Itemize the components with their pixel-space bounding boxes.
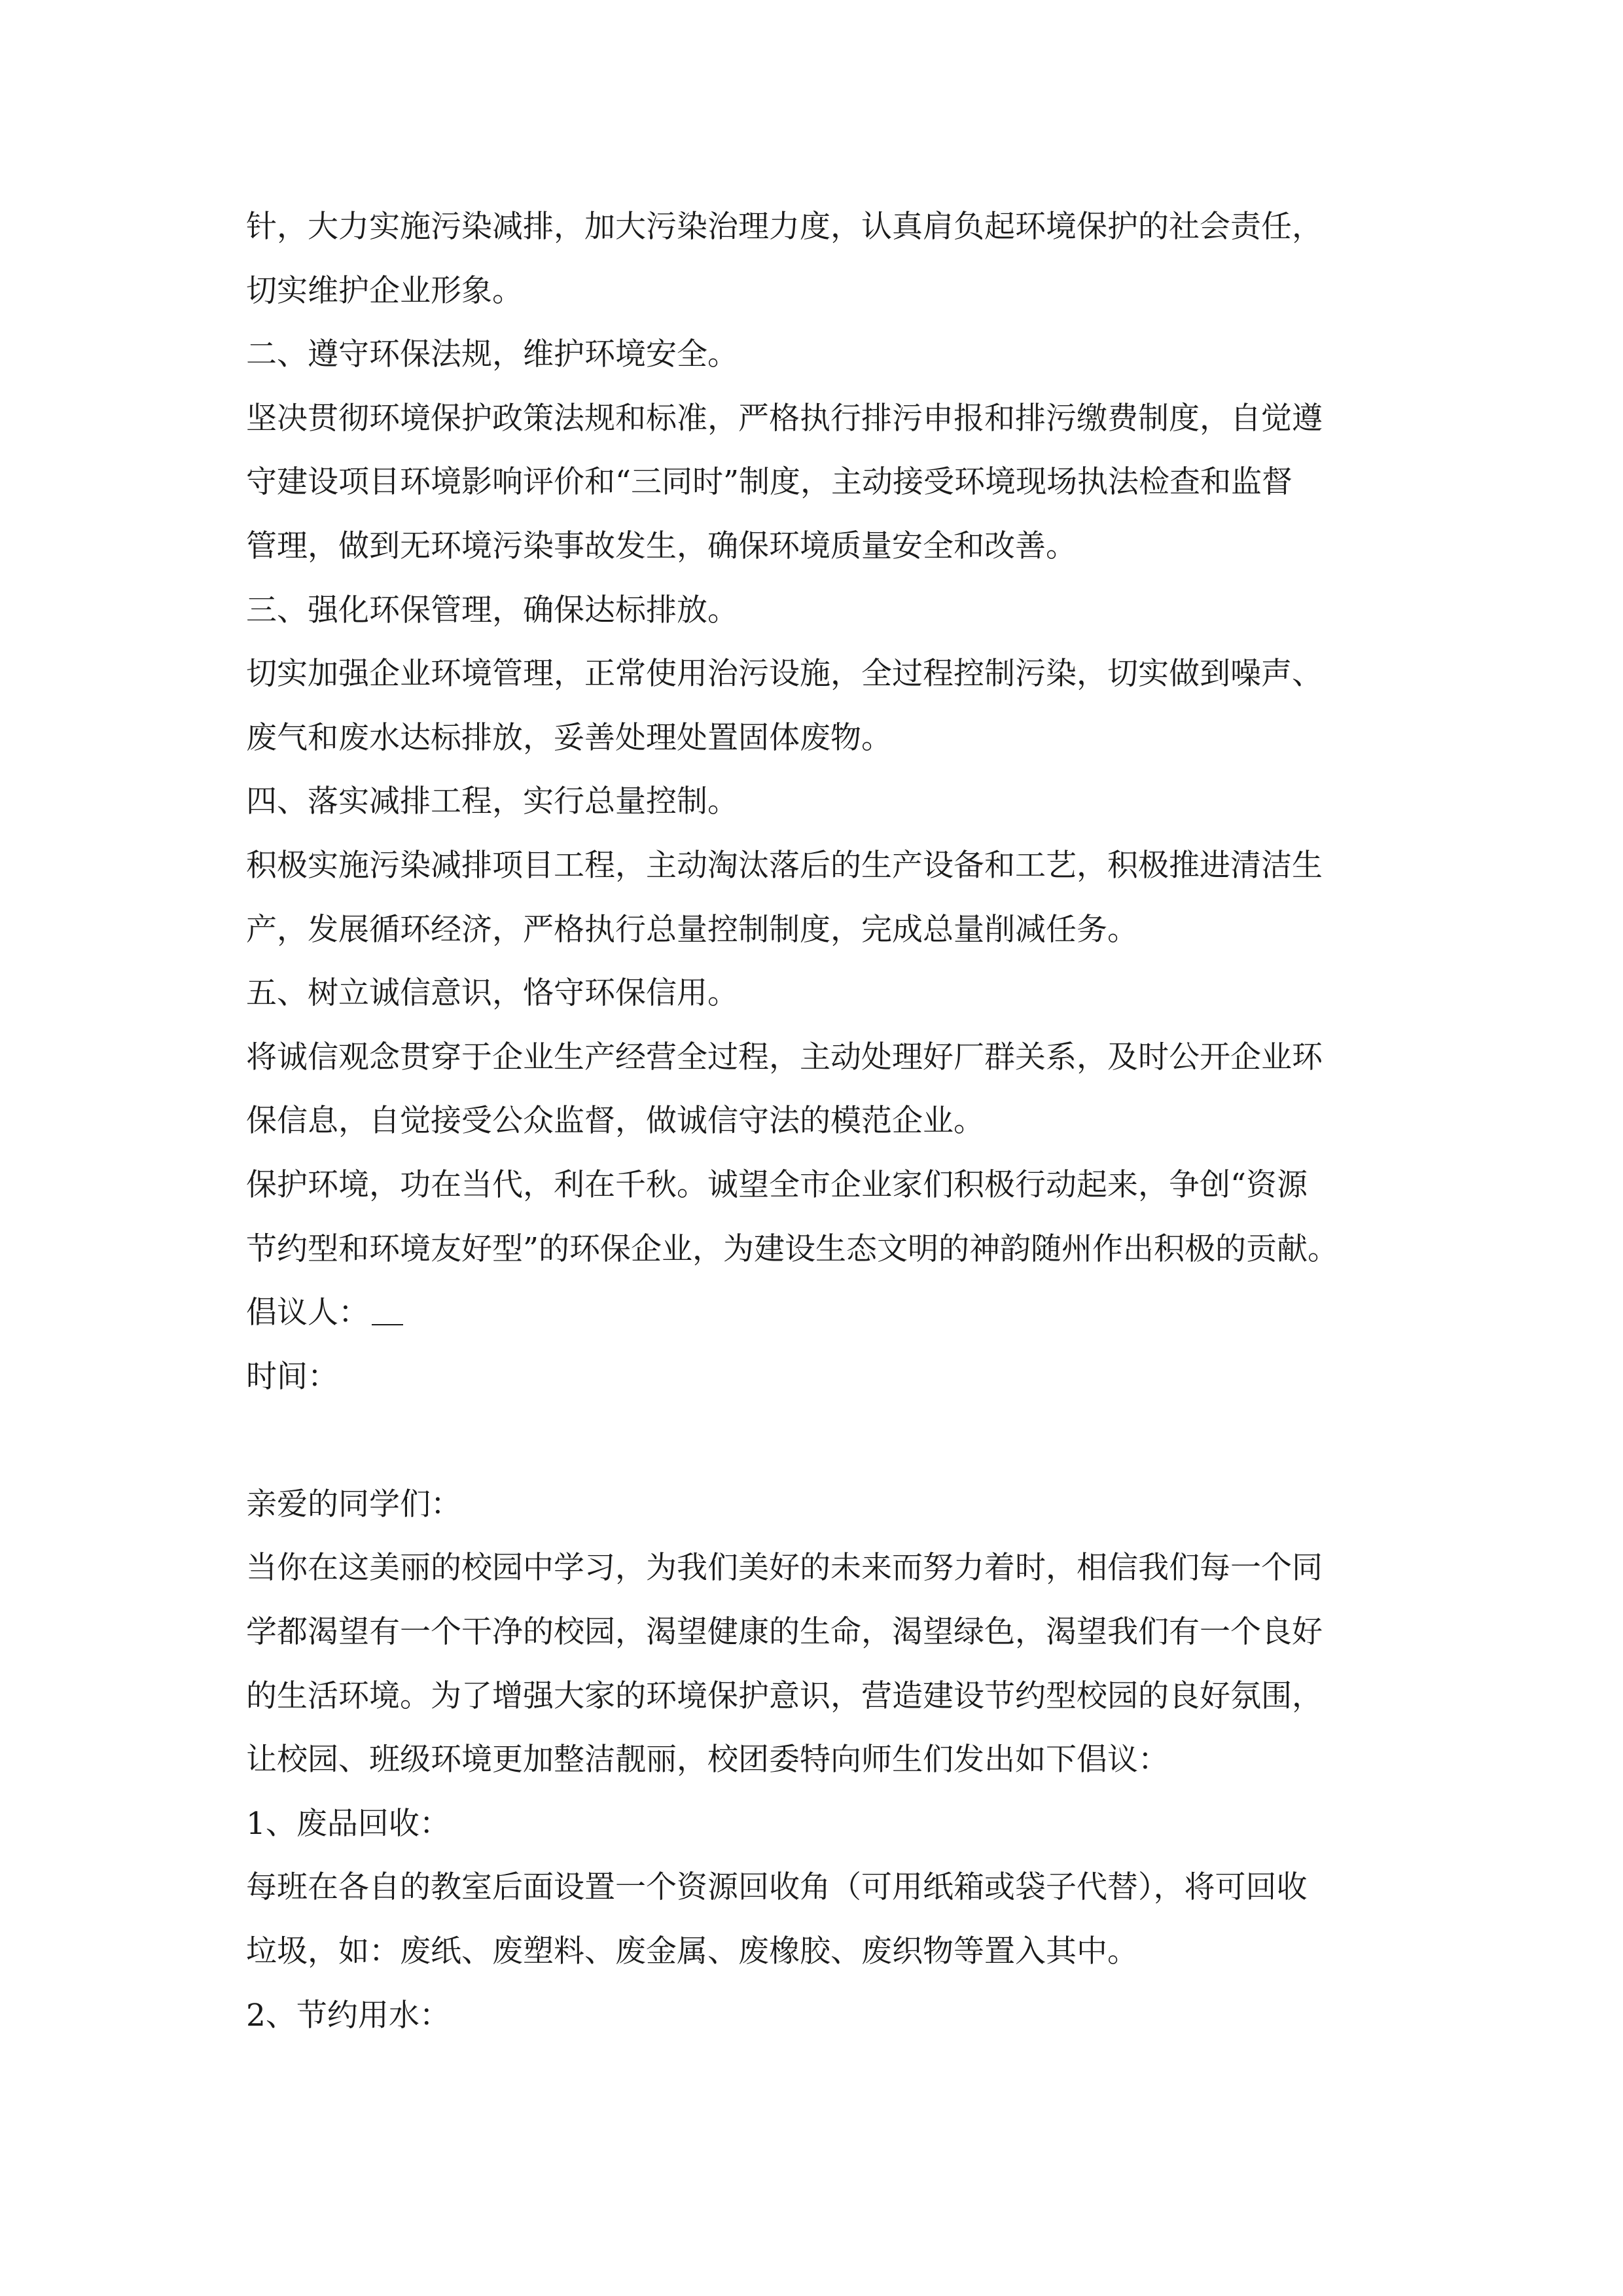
paragraph-line: 切实维护企业形象。: [246, 272, 523, 309]
paragraph-line: 当你在这美丽的校园中学习，为我们美好的未来而努力着时，相信我们每一个同: [246, 1550, 1323, 1587]
signature-line: [246, 1281, 1385, 1345]
blank-line: [246, 1408, 1385, 1473]
signature-blank: [372, 1324, 403, 1325]
paragraph-line: 守建设项目环境影响评价和“三同时”制度，主动接受环境现场执法检查和监督: [246, 464, 1293, 501]
paragraph-line: 切实加强企业环境管理，正常使用治污设施，全过程控制污染，切实做到噪声、: [246, 656, 1323, 692]
section-heading: 四、落实减排工程，实行总量控制。: [246, 783, 738, 820]
paragraph-line: 管理，做到无环境污染事故发生，确保环境质量安全和改善。: [246, 528, 1077, 564]
date-line: 时间：: [246, 1358, 338, 1395]
document-body: [246, 195, 1385, 2047]
paragraph-line: 节约型和环境友好型”的环保企业，为建设生态文明的神韵随州作出积极的贡献。: [246, 1230, 1339, 1267]
paragraph-line: 坚决贯彻环境保护政策法规和标准，严格执行排污申报和排污缴费制度，自觉遵: [246, 400, 1323, 437]
paragraph-line: 将诚信观念贯穿于企业生产经营全过程，主动处理好厂群关系，及时公开企业环: [246, 1039, 1323, 1075]
section-heading: 二、遵守环保法规，维护环境安全。: [246, 336, 738, 373]
signature-label: 倡议人：: [246, 1295, 369, 1331]
paragraph-line: 保信息，自觉接受公众监督，做诚信守法的模范企业。: [246, 1103, 984, 1139]
paragraph-line: 的生活环境。为了增强大家的环境保护意识，营造建设节约型校园的良好氛围，: [246, 1677, 1323, 1714]
paragraph-line: 产，发展循环经济，严格执行总量控制制度，完成总量削减任务。: [246, 911, 1138, 948]
paragraph-line: 针，大力实施污染减排，加大污染治理力度，认真肩负起环境保护的社会责任，: [246, 209, 1323, 245]
paragraph-line: 让校园、班级环境更加整洁靓丽，校团委特向师生们发出如下倡议：: [246, 1742, 1169, 1778]
paragraph-line: 积极实施污染减排项目工程，主动淘汰落后的生产设备和工艺，积极推进清洁生: [246, 847, 1323, 884]
paragraph-line: 废气和废水达标排放，妥善处理处置固体废物。: [246, 719, 892, 756]
list-heading: 2、节约用水：: [246, 1997, 450, 2034]
list-heading: 1、废品回收：: [246, 1805, 450, 1842]
paragraph-line: 学都渴望有一个干净的校园，渴望健康的生命，渴望绿色，渴望我们有一个良好: [246, 1614, 1323, 1651]
section-heading: 三、强化环保管理，确保达标排放。: [246, 592, 738, 628]
paragraph-line: 每班在各自的教室后面设置一个资源回收角（可用纸箱或袋子代替），将可回收: [246, 1869, 1308, 1906]
paragraph-line: 保护环境，功在当代，利在千秋。诚望全市企业家们积极行动起来，争创“资源: [246, 1166, 1308, 1203]
section-heading: 五、树立诚信意识，恪守环保信用。: [246, 975, 738, 1012]
paragraph-line: 垃圾，如：废纸、废塑料、废金属、废橡胶、废织物等置入其中。: [246, 1933, 1138, 1970]
salutation: 亲爱的同学们：: [246, 1486, 461, 1522]
